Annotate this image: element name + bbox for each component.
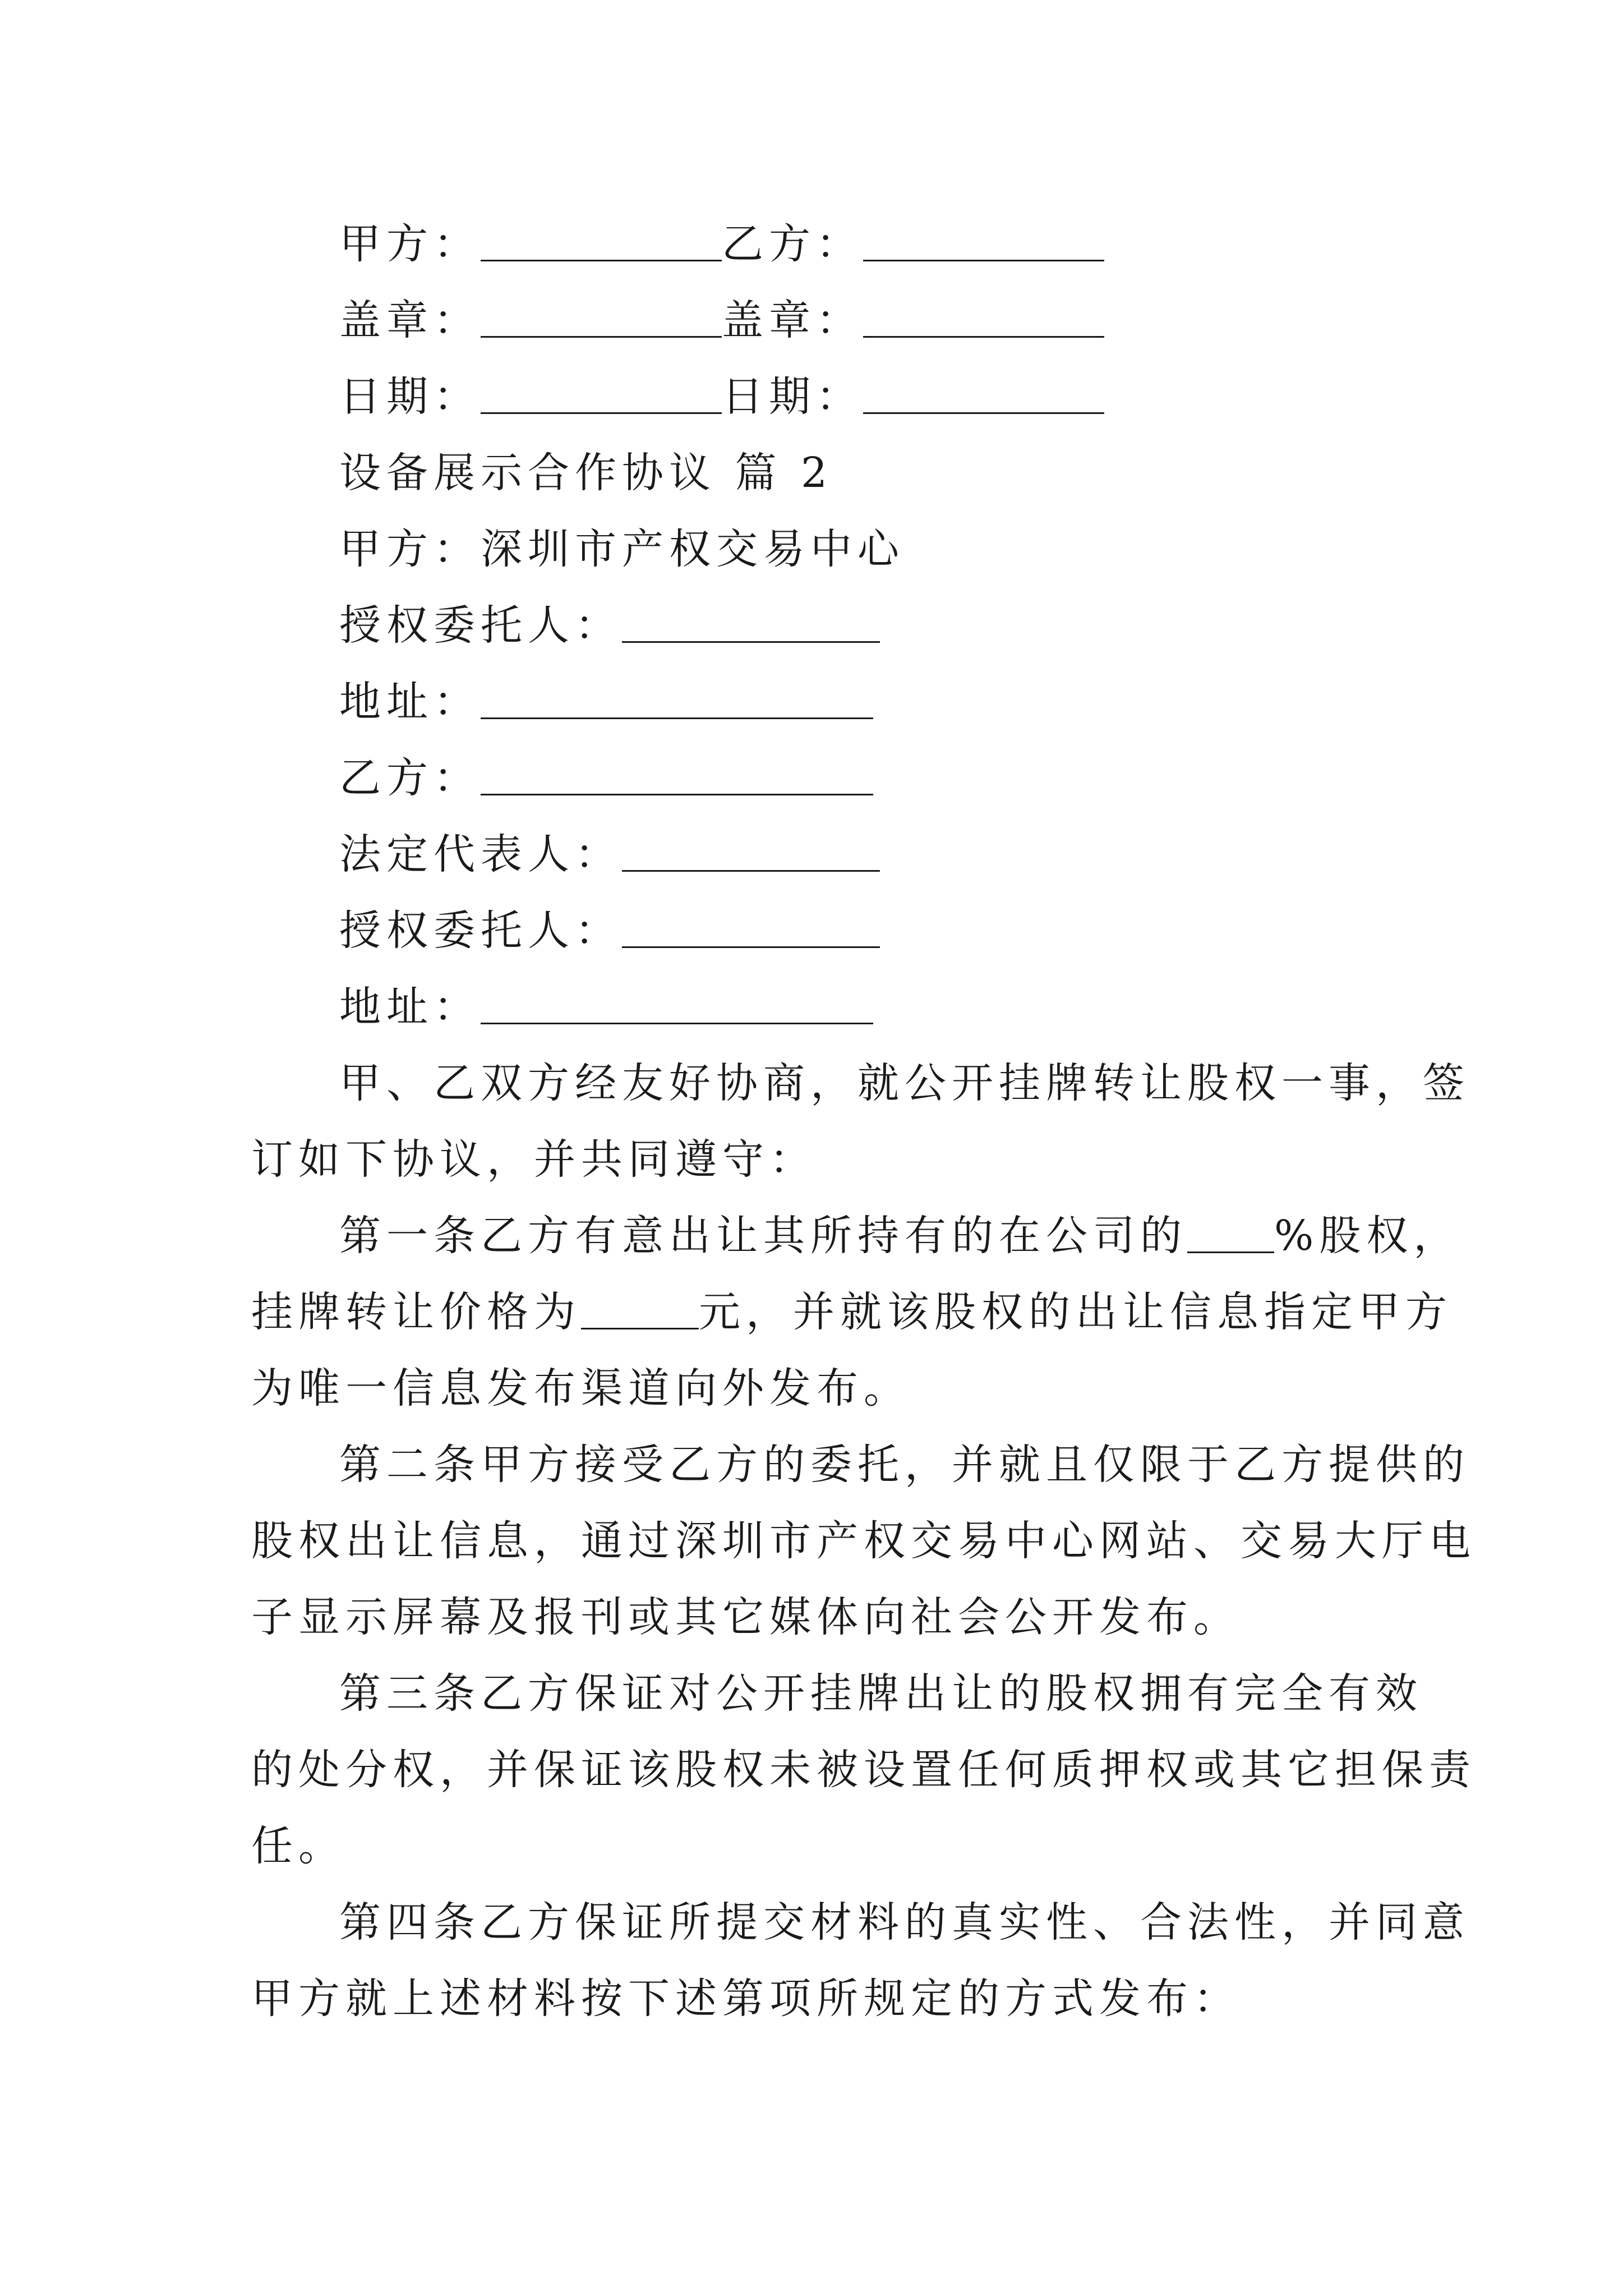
article-1-price-label: 挂牌转让价格为 [251,1288,581,1336]
address-a-row [339,678,873,726]
price-blank [581,1324,699,1329]
article-1-price-text: 元，并就该股权的出让信息指定甲方 [699,1288,1453,1336]
date-a-blank [481,409,722,414]
intro-line-2: 订如下协议，并共同遵守： [251,1135,817,1184]
agent-b-blank [622,943,880,948]
article-4-line-1: 第四条乙方保证所提交材料的真实性、合法性，并同意 [339,1898,1470,1947]
seal-b-blank [863,333,1104,338]
article-1-line-3: 为唯一信息发布渠道向外发布。 [251,1364,911,1412]
article-1-text-a: 第一条乙方有意出让其所持有的在公司的 [339,1212,1187,1260]
party-b-label: 乙方： [722,220,863,268]
signature-row-date [339,372,1104,421]
section-title: 设备展示合作协议 篇 2 [339,449,833,497]
article-3-line-1: 第三条乙方保证对公开挂牌出让的股权拥有完全有效 [339,1669,1423,1718]
legal-rep-row [339,830,880,878]
seal-b-label: 盖章： [722,296,863,344]
seal-a-label: 盖章： [339,296,481,344]
seal-a-blank [481,333,722,338]
address-a-blank [481,714,873,719]
agent-a-row [339,601,880,650]
article-2-line-3: 子显示屏幕及报刊或其它媒体向社会公开发布。 [251,1593,1241,1641]
address-b-row [339,983,873,1031]
intro-line-1: 甲、乙双方经友好协商，就公开挂牌转让股权一事，签 [339,1059,1470,1107]
party-a-line: 甲方：深圳市产权交易中心 [339,525,905,573]
article-1-text-b: %股权， [1274,1212,1461,1260]
address-a-label: 地址： [339,678,481,726]
article-1-line-2 [251,1288,1453,1336]
date-a-label: 日期： [339,372,481,421]
party-b-row [339,754,873,802]
article-2-line-1: 第二条甲方接受乙方的委托，并就且仅限于乙方提供的 [339,1441,1470,1489]
agent-b-label: 授权委托人： [339,907,622,955]
address-b-label: 地址： [339,983,481,1031]
legal-rep-label: 法定代表人： [339,830,622,878]
legal-rep-blank [622,867,880,872]
signature-row-seal [339,296,1104,344]
party-b-row-blank [481,790,873,795]
article-3-line-2: 的处分权，并保证该股权未被设置任何质押权或其它担保责 [251,1746,1476,1794]
article-2-line-2: 股权出让信息，通过深圳市产权交易中心网站、交易大厅电 [251,1517,1476,1565]
party-b-blank [863,256,1104,261]
party-a-blank [481,256,722,261]
agent-a-blank [622,638,880,643]
date-b-blank [863,409,1104,414]
share-percent-blank [1187,1248,1274,1253]
date-b-label: 日期： [722,372,863,421]
article-1-line-1 [339,1212,1461,1260]
signature-row-party [339,220,1104,268]
address-b-blank [481,1019,873,1024]
article-3-line-3: 任。 [251,1822,345,1870]
agent-a-label: 授权委托人： [339,601,622,650]
party-b-row-label: 乙方： [339,754,481,802]
party-a-label: 甲方： [339,220,481,268]
agent-b-row [339,907,880,955]
article-4-line-2: 甲方就上述材料按下述第项所规定的方式发布： [251,1975,1241,2023]
